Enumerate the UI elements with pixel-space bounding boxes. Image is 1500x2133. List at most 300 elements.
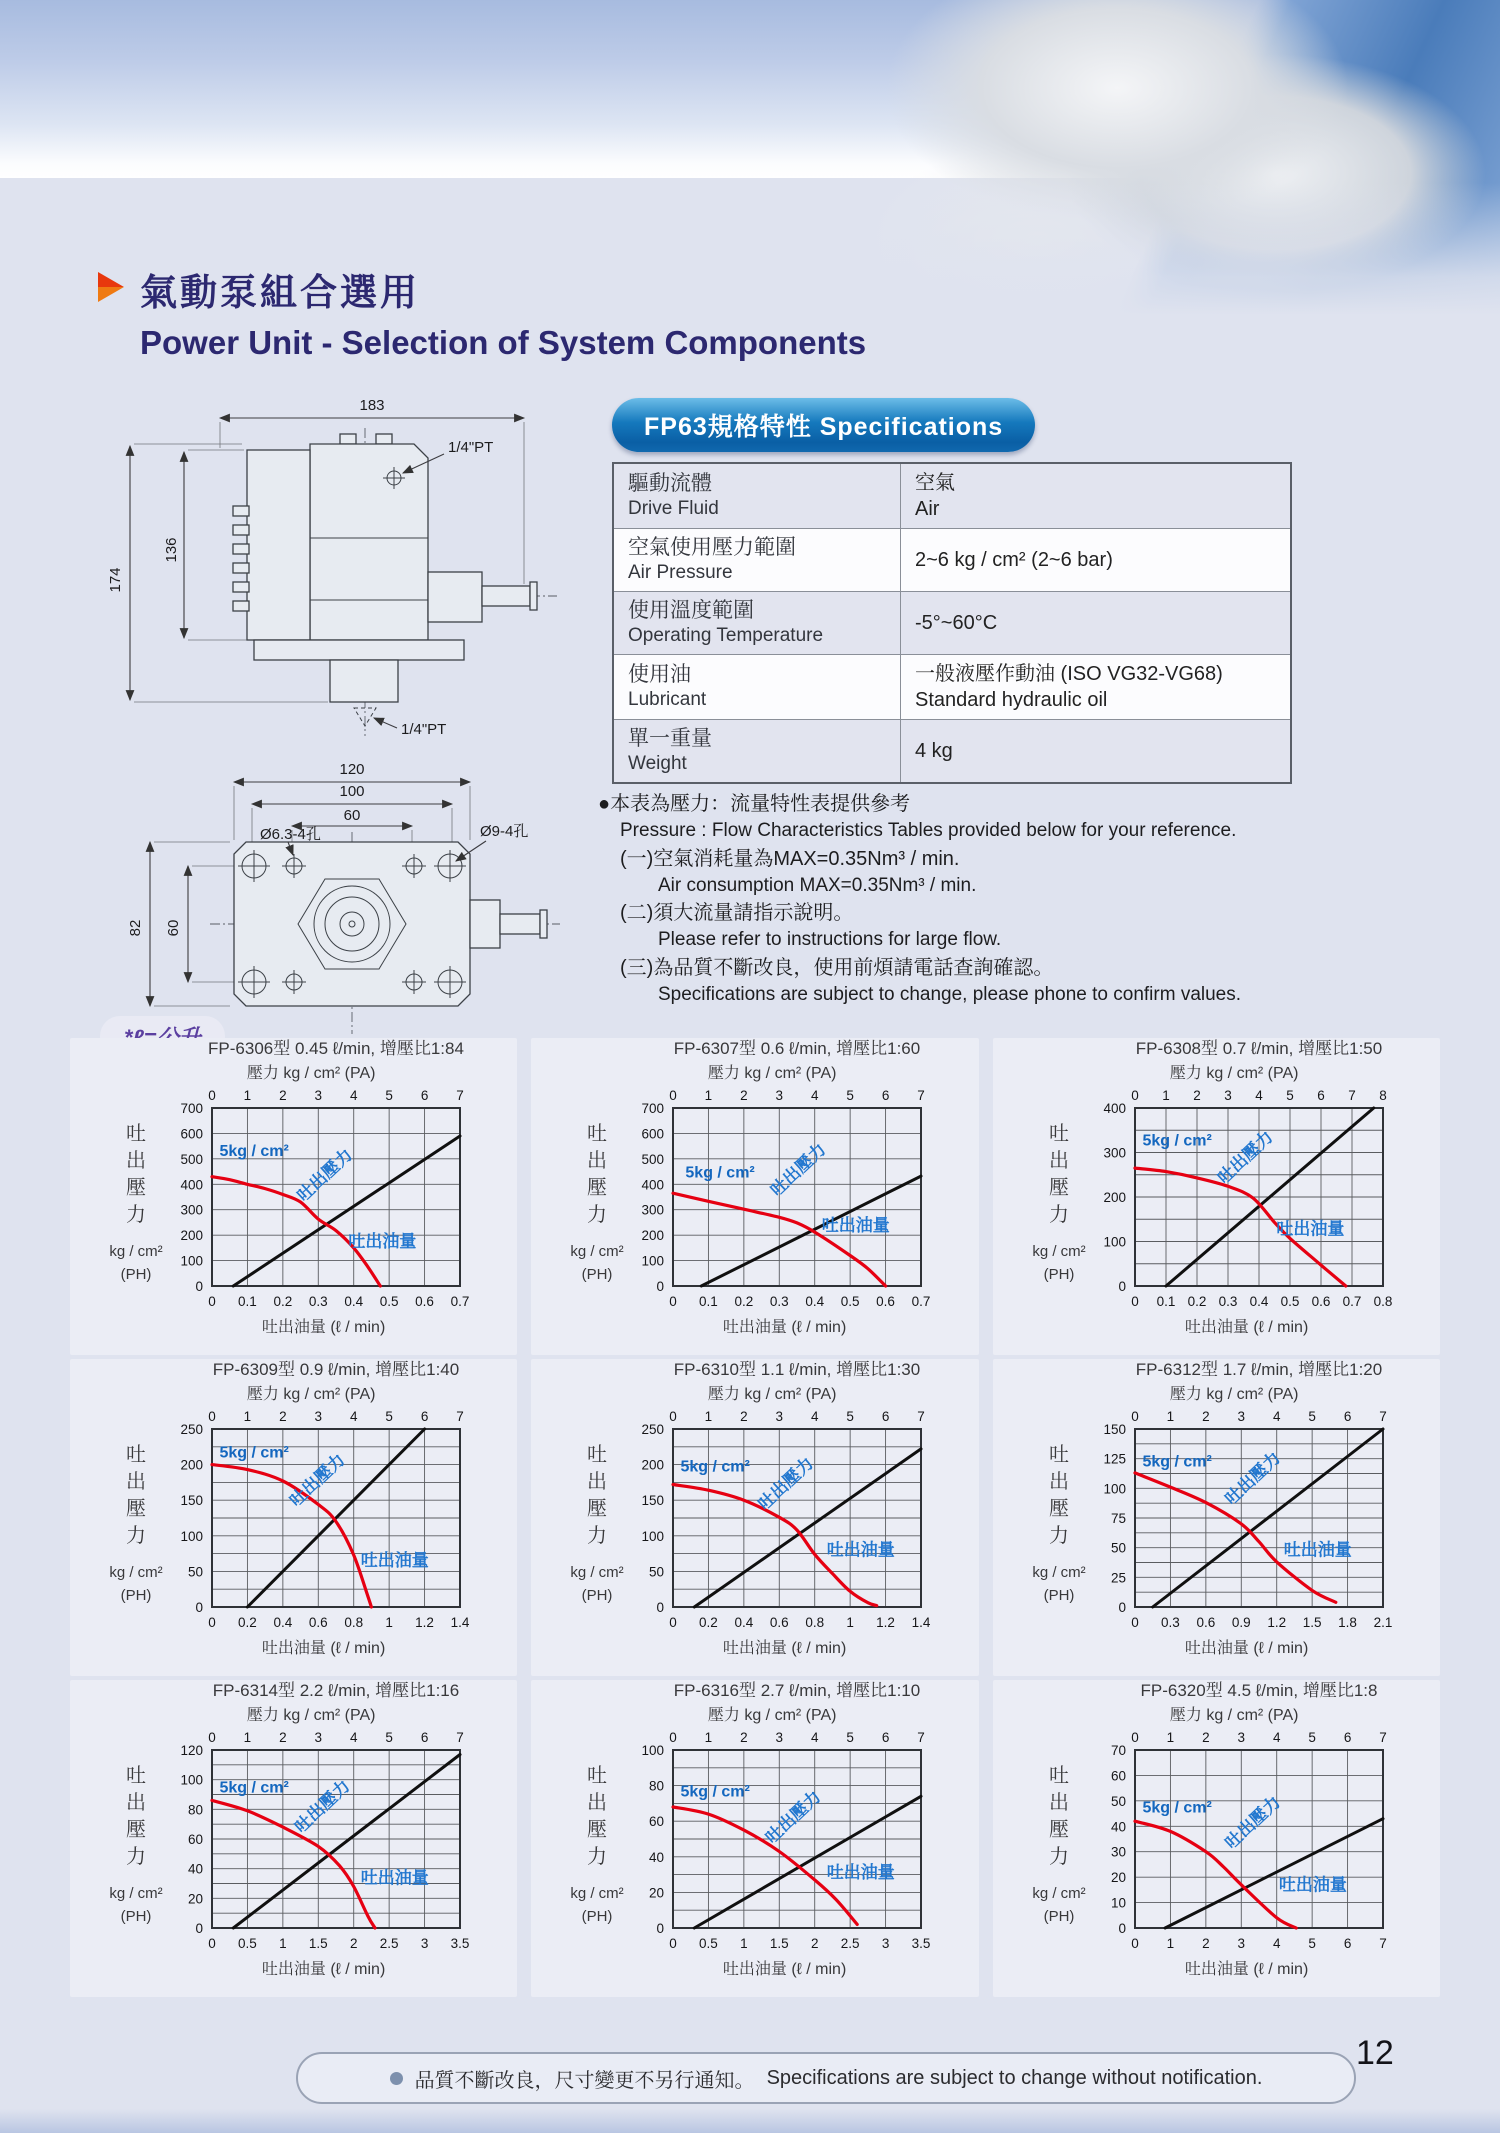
svg-text:2: 2 (1201, 1730, 1210, 1745)
svg-text:吐出壓力: 吐出壓力 (1213, 1127, 1277, 1188)
svg-text:40: 40 (649, 1849, 665, 1865)
svg-text:5kg / cm²: 5kg / cm² (219, 1143, 289, 1161)
chart-panel-FP-6310 (531, 1359, 978, 1676)
svg-text:壓: 壓 (587, 1177, 608, 1199)
svg-text:7: 7 (456, 1409, 464, 1424)
svg-text:kg / cm²: kg / cm² (570, 1885, 624, 1902)
svg-text:6: 6 (882, 1730, 890, 1745)
dim-136: 136 (163, 537, 180, 563)
svg-text:100: 100 (1103, 1481, 1126, 1497)
svg-text:吐出油量: 吐出油量 (822, 1215, 891, 1235)
svg-text:2: 2 (279, 1088, 287, 1103)
svg-text:0.3: 0.3 (1160, 1615, 1180, 1630)
svg-text:200: 200 (180, 1457, 203, 1473)
svg-text:0: 0 (208, 1409, 216, 1424)
svg-text:1.8: 1.8 (1337, 1615, 1357, 1630)
svg-text:1: 1 (279, 1936, 287, 1951)
chart-title: FP-6316型 2.7 ℓ/min, 增壓比1:10 (674, 1681, 921, 1700)
svg-text:0: 0 (208, 1936, 216, 1951)
svg-text:壓: 壓 (126, 1498, 146, 1520)
note-head-en: Pressure : Flow Characteristics Tables provided below for your reference. (620, 820, 1237, 841)
x-axis-label: 吐出油量 (ℓ / min) (1184, 1319, 1308, 1336)
svg-text:1: 1 (704, 1730, 713, 1745)
svg-text:5: 5 (846, 1730, 855, 1745)
svg-text:力: 力 (587, 1846, 608, 1868)
svg-text:0.1: 0.1 (699, 1294, 719, 1309)
svg-text:3: 3 (314, 1088, 323, 1103)
svg-text:100: 100 (180, 1772, 203, 1788)
specifications-table (612, 462, 1292, 784)
svg-text:1: 1 (704, 1088, 713, 1103)
svg-text:120: 120 (180, 1743, 203, 1758)
svg-text:300: 300 (641, 1202, 665, 1218)
svg-text:75: 75 (1110, 1511, 1126, 1526)
svg-text:4: 4 (1272, 1409, 1281, 1424)
svg-text:5: 5 (1308, 1409, 1316, 1424)
svg-text:吐出油量: 吐出油量 (1276, 1219, 1345, 1239)
svg-text:0.7: 0.7 (1342, 1294, 1362, 1309)
note-item: (二)須大流量請指示說明。 Please refer to instructions for large flow. (620, 902, 1002, 951)
svg-text:7: 7 (1347, 1088, 1356, 1103)
pump-top-view-drawing (92, 742, 562, 1042)
svg-text:吐出油量: 吐出油量 (827, 1540, 896, 1560)
svg-text:100: 100 (641, 1253, 665, 1269)
top-axis-label: 壓力 kg / cm² (PA) (708, 1707, 837, 1724)
svg-text:7: 7 (1378, 1730, 1387, 1745)
svg-text:吐出油量: 吐出油量 (360, 1551, 429, 1571)
svg-text:吐: 吐 (1048, 1123, 1069, 1145)
pump-body-side (233, 434, 537, 726)
x-axis-label: 吐出油量 (ℓ / min) (261, 1319, 386, 1336)
note-item: (一)空氣消耗量為MAX=0.35Nm³ / min. Air consumption MAX=0.35Nm³ / min. (620, 847, 977, 896)
svg-text:10: 10 (1110, 1895, 1126, 1911)
page-number: 12 (1356, 2034, 1394, 2072)
pump-body-top (234, 842, 547, 1006)
svg-text:80: 80 (649, 1778, 665, 1794)
svg-text:4: 4 (349, 1730, 358, 1745)
svg-text:0: 0 (656, 1279, 665, 1294)
svg-text:力: 力 (1048, 1525, 1069, 1547)
svg-text:(PH): (PH) (581, 1266, 613, 1283)
svg-text:1: 1 (1166, 1409, 1174, 1424)
svg-text:6: 6 (420, 1088, 429, 1103)
dim-183: 183 (359, 397, 385, 414)
svg-text:0.3: 0.3 (308, 1294, 328, 1309)
chart-panel-FP-6307 (531, 1038, 978, 1355)
svg-text:0.3: 0.3 (1218, 1294, 1238, 1309)
svg-text:2.5: 2.5 (841, 1936, 860, 1951)
svg-text:6: 6 (1343, 1936, 1351, 1951)
dim-60: 60 (343, 807, 361, 824)
svg-text:4: 4 (349, 1409, 358, 1424)
svg-text:6: 6 (1343, 1409, 1351, 1424)
svg-text:5kg / cm²: 5kg / cm² (680, 1783, 751, 1801)
svg-text:出: 出 (126, 1471, 146, 1493)
svg-text:4: 4 (1272, 1730, 1281, 1745)
svg-text:5: 5 (1308, 1936, 1316, 1951)
svg-text:7: 7 (917, 1730, 926, 1745)
svg-text:1: 1 (740, 1936, 748, 1951)
svg-text:5kg / cm²: 5kg / cm² (1142, 1453, 1212, 1471)
svg-text:1: 1 (243, 1730, 252, 1745)
dim-174: 174 (107, 567, 124, 593)
svg-text:7: 7 (456, 1730, 464, 1745)
svg-text:2.1: 2.1 (1373, 1615, 1393, 1630)
svg-text:0.6: 0.6 (1196, 1615, 1215, 1630)
svg-text:250: 250 (641, 1422, 665, 1437)
svg-text:力: 力 (1048, 1204, 1069, 1226)
footer-note-zh: 品質不斷改良，尺寸變更不另行通知。 (414, 2069, 755, 2092)
svg-text:1.4: 1.4 (450, 1615, 470, 1630)
spec-label: 使用溫度範圍 Operating Temperature (613, 592, 901, 655)
pressure-flow-chart-FP-6316 (531, 1680, 971, 1992)
svg-text:5: 5 (385, 1409, 393, 1424)
svg-text:0.4: 0.4 (805, 1294, 825, 1309)
svg-text:0: 0 (195, 1600, 203, 1615)
chart-panel-FP-6312 (993, 1359, 1440, 1676)
svg-text:3: 3 (314, 1730, 323, 1745)
svg-text:吐: 吐 (1048, 1444, 1069, 1466)
svg-text:200: 200 (641, 1228, 665, 1244)
svg-text:1.4: 1.4 (911, 1615, 931, 1630)
svg-text:0: 0 (195, 1279, 203, 1294)
svg-text:0: 0 (1118, 1921, 1126, 1936)
svg-text:7: 7 (917, 1409, 926, 1424)
chart-title: FP-6320型 4.5 ℓ/min, 增壓比1:8 (1140, 1681, 1378, 1700)
svg-text:40: 40 (1110, 1819, 1126, 1835)
svg-text:50: 50 (187, 1564, 203, 1580)
svg-text:吐: 吐 (587, 1444, 608, 1466)
svg-text:0.6: 0.6 (876, 1294, 896, 1309)
page-title (98, 262, 866, 362)
svg-text:力: 力 (587, 1204, 608, 1226)
spec-row (613, 592, 1291, 655)
svg-text:1: 1 (846, 1615, 855, 1630)
svg-text:0: 0 (1130, 1088, 1139, 1103)
svg-text:200: 200 (1103, 1190, 1126, 1205)
svg-text:吐出油量: 吐出油量 (348, 1231, 417, 1251)
chart-grid (673, 1108, 921, 1286)
svg-text:0.7: 0.7 (911, 1294, 931, 1309)
top-axis-label: 壓力 kg / cm² (PA) (246, 1707, 376, 1724)
svg-text:kg / cm²: kg / cm² (1031, 1564, 1086, 1581)
chart-panel-FP-6314 (70, 1680, 517, 1997)
svg-text:kg / cm²: kg / cm² (570, 1243, 624, 1260)
svg-text:力: 力 (126, 1525, 146, 1547)
svg-text:5kg / cm²: 5kg / cm² (1142, 1799, 1212, 1817)
svg-text:吐出壓力: 吐出壓力 (762, 1787, 825, 1848)
svg-text:0: 0 (669, 1936, 678, 1951)
spec-row (613, 463, 1291, 529)
svg-text:3: 3 (775, 1088, 784, 1103)
svg-text:30: 30 (1110, 1844, 1126, 1860)
svg-text:50: 50 (1110, 1540, 1126, 1556)
svg-text:吐: 吐 (1048, 1765, 1069, 1787)
svg-text:0: 0 (656, 1600, 665, 1615)
svg-text:壓: 壓 (587, 1498, 608, 1520)
svg-text:壓: 壓 (1048, 1819, 1069, 1841)
svg-text:0.3: 0.3 (770, 1294, 790, 1309)
svg-text:300: 300 (1103, 1145, 1126, 1161)
svg-text:6: 6 (1316, 1088, 1325, 1103)
svg-text:700: 700 (641, 1101, 665, 1116)
spec-value: -5°~60°C (901, 592, 1292, 655)
svg-text:1: 1 (243, 1409, 252, 1424)
svg-text:0: 0 (208, 1615, 216, 1630)
svg-text:125: 125 (1103, 1451, 1126, 1467)
svg-text:70: 70 (1110, 1743, 1126, 1758)
svg-text:1.2: 1.2 (415, 1615, 434, 1630)
chart-panel-FP-6306 (70, 1038, 517, 1355)
x-axis-label: 吐出油量 (ℓ / min) (1184, 1961, 1308, 1978)
notes-block (598, 790, 1398, 1008)
svg-text:150: 150 (641, 1493, 665, 1509)
svg-text:(PH): (PH) (120, 1266, 152, 1283)
svg-text:20: 20 (649, 1885, 665, 1901)
spec-label: 單一重量 Weight (613, 720, 901, 784)
spec-label: 空氣使用壓力範圍 Air Pressure (613, 529, 901, 592)
svg-text:2: 2 (1201, 1936, 1210, 1951)
pressure-flow-chart-FP-6308 (993, 1038, 1433, 1350)
svg-text:1: 1 (385, 1615, 393, 1630)
chart-grid (212, 1108, 460, 1286)
svg-text:0.7: 0.7 (450, 1294, 470, 1309)
svg-text:1.5: 1.5 (308, 1936, 328, 1951)
svg-text:7: 7 (1378, 1409, 1387, 1424)
svg-text:0.5: 0.5 (379, 1294, 399, 1309)
svg-text:0.2: 0.2 (734, 1294, 754, 1309)
top-axis-label: 壓力 kg / cm² (PA) (1169, 1065, 1299, 1082)
chart-panel-FP-6316 (531, 1680, 978, 1997)
svg-text:0: 0 (1130, 1409, 1139, 1424)
svg-text:kg / cm²: kg / cm² (1031, 1885, 1086, 1902)
svg-text:2: 2 (279, 1409, 287, 1424)
svg-text:吐出油量: 吐出油量 (1283, 1540, 1352, 1560)
port-top-label: 1/4"PT (448, 439, 494, 456)
x-axis-label: 吐出油量 (ℓ / min) (261, 1961, 386, 1978)
spec-label: 驅動流體 Drive Fluid (613, 463, 901, 529)
svg-text:0.2: 0.2 (699, 1615, 719, 1630)
svg-text:150: 150 (1103, 1422, 1126, 1437)
svg-text:3: 3 (1237, 1409, 1245, 1424)
x-axis-label: 吐出油量 (ℓ / min) (723, 1640, 847, 1657)
svg-text:20: 20 (187, 1891, 203, 1907)
svg-text:出: 出 (1048, 1150, 1069, 1172)
chart-title: FP-6312型 1.7 ℓ/min, 增壓比1:20 (1135, 1360, 1382, 1379)
svg-text:0: 0 (1130, 1294, 1139, 1309)
svg-text:5: 5 (846, 1409, 855, 1424)
svg-text:5kg / cm²: 5kg / cm² (219, 1444, 289, 1462)
top-axis-label: 壓力 kg / cm² (PA) (246, 1386, 376, 1403)
svg-text:50: 50 (649, 1564, 665, 1580)
svg-text:6: 6 (882, 1409, 890, 1424)
svg-text:吐出油量: 吐出油量 (827, 1863, 896, 1883)
svg-text:0: 0 (208, 1294, 216, 1309)
svg-text:0.5: 0.5 (841, 1294, 860, 1309)
svg-text:6: 6 (882, 1088, 890, 1103)
chart-title: FP-6309型 0.9 ℓ/min, 增壓比1:40 (212, 1360, 460, 1379)
svg-text:吐出壓力: 吐出壓力 (1221, 1448, 1284, 1509)
svg-text:0.5: 0.5 (1280, 1294, 1300, 1309)
svg-text:0: 0 (669, 1615, 678, 1630)
svg-text:0.9: 0.9 (1231, 1615, 1251, 1630)
svg-text:吐出油量: 吐出油量 (360, 1868, 429, 1888)
svg-text:(PH): (PH) (581, 1587, 613, 1604)
svg-text:2: 2 (1201, 1409, 1210, 1424)
svg-text:100: 100 (641, 1528, 665, 1544)
chart-title: FP-6307型 0.6 ℓ/min, 增壓比1:60 (674, 1039, 921, 1058)
svg-text:100: 100 (180, 1253, 203, 1269)
svg-text:3: 3 (1237, 1730, 1245, 1745)
svg-text:kg / cm²: kg / cm² (109, 1564, 163, 1581)
svg-text:2: 2 (349, 1936, 358, 1951)
svg-text:吐出壓力: 吐出壓力 (286, 1450, 349, 1511)
svg-text:0.1: 0.1 (1156, 1294, 1176, 1309)
svg-text:4: 4 (811, 1730, 819, 1745)
svg-text:7: 7 (456, 1088, 464, 1103)
chart-title: FP-6308型 0.7 ℓ/min, 增壓比1:50 (1135, 1039, 1382, 1058)
svg-text:0.4: 0.4 (273, 1615, 293, 1630)
pump-side-view-drawing (92, 388, 562, 740)
svg-text:4: 4 (349, 1088, 358, 1103)
svg-text:3: 3 (314, 1409, 323, 1424)
svg-text:0.5: 0.5 (699, 1936, 719, 1951)
svg-text:吐出壓力: 吐出壓力 (293, 1145, 357, 1206)
spec-value: 一般液壓作動油 (ISO VG32-VG68) Standard hydraulic oil (901, 655, 1292, 720)
footer-note-en: Specifications are subject to change without notification. (766, 2066, 1263, 2089)
page-title-en: Power Unit - Selection of System Components (140, 324, 867, 361)
svg-text:5: 5 (385, 1088, 393, 1103)
spec-row (613, 529, 1291, 592)
svg-text:出: 出 (1048, 1471, 1069, 1493)
svg-text:出: 出 (126, 1150, 146, 1172)
pressure-flow-chart-FP-6306 (70, 1038, 510, 1350)
svg-text:0.2: 0.2 (273, 1294, 293, 1309)
hole-small-label: Ø6.3-4孔 (260, 826, 321, 843)
svg-text:20: 20 (1110, 1870, 1126, 1886)
svg-text:50: 50 (1110, 1793, 1126, 1809)
discharge-pressure-line (1165, 1819, 1383, 1928)
chart-grid (673, 1429, 921, 1607)
svg-text:吐出壓力: 吐出壓力 (290, 1776, 354, 1837)
svg-text:2.5: 2.5 (379, 1936, 399, 1951)
svg-text:300: 300 (180, 1202, 203, 1218)
svg-text:0.8: 0.8 (344, 1615, 364, 1630)
svg-text:3: 3 (1237, 1936, 1245, 1951)
dim-100: 100 (339, 783, 365, 800)
svg-text:(PH): (PH) (1043, 1587, 1075, 1604)
svg-text:200: 200 (641, 1457, 665, 1473)
pressure-flow-chart-FP-6309 (70, 1359, 510, 1671)
svg-text:2: 2 (740, 1409, 748, 1424)
svg-text:0.6: 0.6 (1311, 1294, 1331, 1309)
svg-text:壓: 壓 (587, 1819, 608, 1841)
svg-text:2: 2 (811, 1936, 819, 1951)
svg-text:0.6: 0.6 (415, 1294, 434, 1309)
svg-text:吐出油量: 吐出油量 (1278, 1875, 1347, 1895)
dim-82: 82 (127, 919, 144, 937)
top-axis-label: 壓力 kg / cm² (PA) (1169, 1707, 1299, 1724)
spec-value: 4 kg (901, 720, 1292, 784)
spec-label: 使用油 Lubricant (613, 655, 901, 720)
svg-text:8: 8 (1378, 1088, 1387, 1103)
svg-text:100: 100 (1103, 1234, 1126, 1250)
svg-text:0: 0 (1118, 1600, 1126, 1615)
chart-title: FP-6314型 2.2 ℓ/min, 增壓比1:16 (212, 1681, 460, 1700)
svg-text:4: 4 (1254, 1088, 1263, 1103)
svg-text:吐出壓力: 吐出壓力 (767, 1139, 830, 1200)
spec-row (613, 655, 1291, 720)
svg-text:25: 25 (1110, 1570, 1126, 1586)
svg-text:吐出壓力: 吐出壓力 (1221, 1792, 1284, 1853)
svg-text:2: 2 (279, 1730, 287, 1745)
chart-grid (673, 1750, 921, 1928)
svg-text:4: 4 (1272, 1936, 1281, 1951)
svg-text:60: 60 (1110, 1768, 1126, 1784)
svg-text:出: 出 (126, 1792, 146, 1814)
svg-text:40: 40 (187, 1861, 203, 1877)
svg-text:(PH): (PH) (120, 1908, 152, 1925)
svg-text:400: 400 (1103, 1101, 1126, 1116)
svg-text:0.4: 0.4 (1249, 1294, 1269, 1309)
svg-text:400: 400 (641, 1177, 665, 1193)
top-axis-label: 壓力 kg / cm² (PA) (1169, 1386, 1299, 1403)
svg-text:2: 2 (1192, 1088, 1201, 1103)
chart-title: FP-6310型 1.1 ℓ/min, 增壓比1:30 (674, 1360, 921, 1379)
svg-text:6: 6 (420, 1409, 429, 1424)
svg-text:1.5: 1.5 (770, 1936, 790, 1951)
footer-note (296, 2052, 1356, 2104)
svg-text:壓: 壓 (1048, 1498, 1069, 1520)
x-axis-label: 吐出油量 (ℓ / min) (723, 1961, 847, 1978)
svg-text:5: 5 (1308, 1730, 1316, 1745)
svg-text:吐: 吐 (126, 1444, 146, 1466)
svg-text:7: 7 (1378, 1936, 1387, 1951)
port-bottom-label: 1/4"PT (401, 721, 447, 738)
svg-text:1: 1 (243, 1088, 252, 1103)
x-axis-label: 吐出油量 (ℓ / min) (261, 1640, 386, 1657)
svg-text:3.5: 3.5 (450, 1936, 470, 1951)
svg-text:3: 3 (1223, 1088, 1232, 1103)
pressure-flow-chart-FP-6310 (531, 1359, 971, 1671)
svg-text:0: 0 (208, 1730, 216, 1745)
svg-text:出: 出 (587, 1471, 608, 1493)
svg-text:0.8: 0.8 (805, 1615, 825, 1630)
svg-text:吐: 吐 (126, 1123, 146, 1145)
chart-title: FP-6306型 0.45 ℓ/min, 增壓比1:84 (208, 1039, 464, 1058)
decorative-artwork (840, 0, 1500, 315)
svg-text:0.8: 0.8 (1373, 1294, 1393, 1309)
svg-text:400: 400 (180, 1177, 203, 1193)
svg-text:2: 2 (740, 1730, 748, 1745)
svg-text:0: 0 (669, 1730, 678, 1745)
svg-text:0.6: 0.6 (770, 1615, 790, 1630)
svg-text:0.6: 0.6 (308, 1615, 328, 1630)
svg-text:0: 0 (1130, 1936, 1139, 1951)
svg-text:3: 3 (775, 1409, 784, 1424)
svg-text:100: 100 (641, 1743, 665, 1758)
svg-text:5kg / cm²: 5kg / cm² (680, 1458, 751, 1476)
svg-text:0.4: 0.4 (734, 1615, 754, 1630)
note-item: (三)為品質不斷改良，使用前煩請電話查詢確認。 Specifications are subject to change, please phone to confirm values. (620, 956, 1242, 1005)
note-head-zh: ●本表為壓力：流量特性表提供參考 (598, 793, 911, 815)
svg-text:1: 1 (1166, 1936, 1174, 1951)
svg-text:2: 2 (740, 1088, 748, 1103)
spec-row (613, 720, 1291, 784)
svg-text:100: 100 (180, 1528, 203, 1544)
svg-text:5kg / cm²: 5kg / cm² (219, 1779, 289, 1797)
bullet-dot-icon (390, 2072, 403, 2085)
